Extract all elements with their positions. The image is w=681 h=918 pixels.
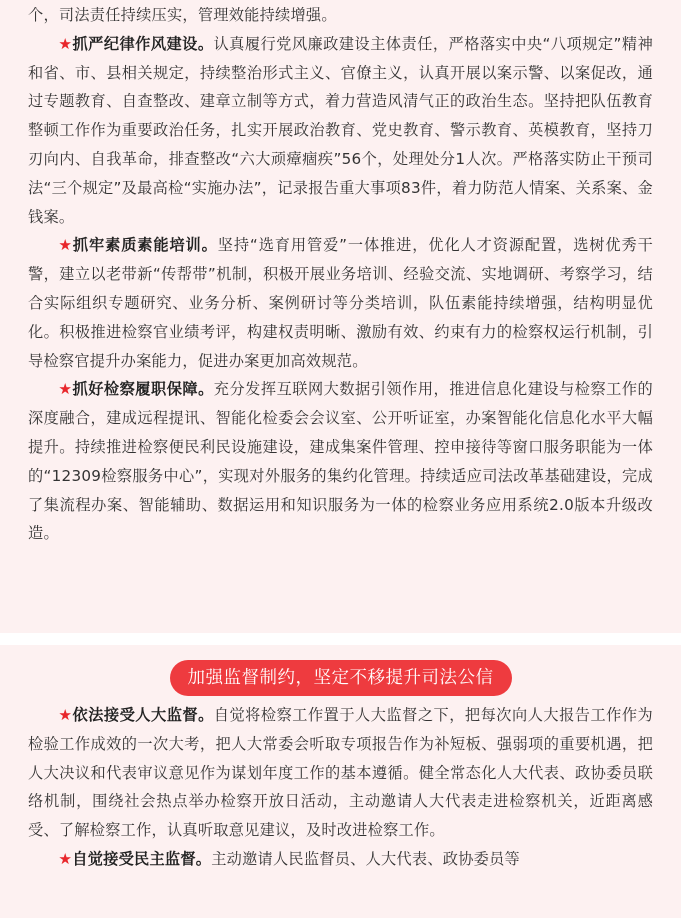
star-icon: ★ [58, 849, 73, 868]
item-heading: 抓好检察履职保障。 [72, 380, 214, 399]
item-heading: 抓严纪律作风建设。 [72, 34, 214, 53]
item-body: 坚持“选育用管爱”一体推进，优化人才资源配置，选树优秀干警，建立以老带新“传帮带”机制，积极开展业务培训、经验交流、实地调研、考察学习，结合实际组织专题研究、业务分析、案例研讨等分类培训，队伍素能持续增强，结构明显优化。积极推进检察官业绩考评，构建权责明晰、激励有效、约束有力的检察权运行机制，引导检察官提升办案能力，促进办案更加高效规范。 [28, 236, 654, 370]
section-item-democratic-supervision [28, 845, 653, 874]
item-body: 认真履行党风廉政建设主体责任，严格落实中央“八项规定”精神和省、市、县相关规定，持续整治形式主义、官僚主义，认真开展以案示警、以案促改，通过专题教育、自查整改、建章立制等方式，着力营造风清气正的政治生态。坚持把队伍教育整顿工作作为重要政治任务，扎实开展政治教育、党史教育、警示教育、英模教育，坚持刀刃向内、自我革命，排查整改“六大顽瘴痼疾”56个，处理处分1人次。严格落实防止干预司法“三个规定”及最高检“实施办法”，记录报告重大事项83件，着力防范人情案、关系案、金钱案。 [28, 34, 654, 226]
section-banner-wrap [28, 645, 653, 697]
section-item-npc-supervision [28, 701, 653, 845]
star-icon: ★ [58, 380, 73, 399]
item-heading: 抓牢素质素能培训。 [72, 236, 218, 255]
item-body: 充分发挥互联网大数据引领作用，推进信息化建设与检察工作的深度融合，建成远程提讯、智能化检委会会议室、公开听证室，办案智能化信息化水平大幅提升。持续推进检察便民利民设施建设，建成集案件管理、控申接待等窗口服务职能为一体的“12309检察服务中心”，实现对外服务的集约化管理。持续适应司法改革基础建设，完成了集流程办案、智能辅助、数据运用和知识服务为一体的检察业务应用系统2.0版本升级改造。 [28, 380, 653, 543]
section-item-support [28, 375, 653, 548]
section-item-training [28, 231, 653, 375]
item-body: 主动邀请人民监督员、人大代表、政协委员等 [211, 849, 520, 868]
item-heading: 依法接受人大监督。 [72, 706, 214, 724]
lead-paragraph [28, 0, 653, 30]
section-item-discipline [28, 30, 653, 232]
star-icon: ★ [58, 236, 73, 255]
section-banner: 加强监督制约，坚定不移提升司法公信 [170, 660, 512, 696]
star-icon: ★ [58, 706, 73, 724]
item-body: 自觉将检察工作置于人大监督之下，把每次向人大报告工作作为检验工作成效的一次大考，把人大常委会听取专项报告作为补短板、强弱项的重要机遇，把人大决议和代表审议意见作为谋划年度工作的基本遵循。健全常态化人大代表、政协委员联络机制，围绕社会热点举办检察开放日活动，主动邀请人大代表走进检察机关，近距离感受、了解检察工作，认真听取意见建议，及时改进检察工作。 [28, 706, 653, 840]
star-icon: ★ [58, 34, 73, 53]
content-panel-bottom [0, 645, 681, 918]
lead-text: 个，司法责任持续压实，管理效能持续增强。 [28, 6, 337, 24]
item-heading: 自觉接受民主监督。 [72, 849, 212, 868]
